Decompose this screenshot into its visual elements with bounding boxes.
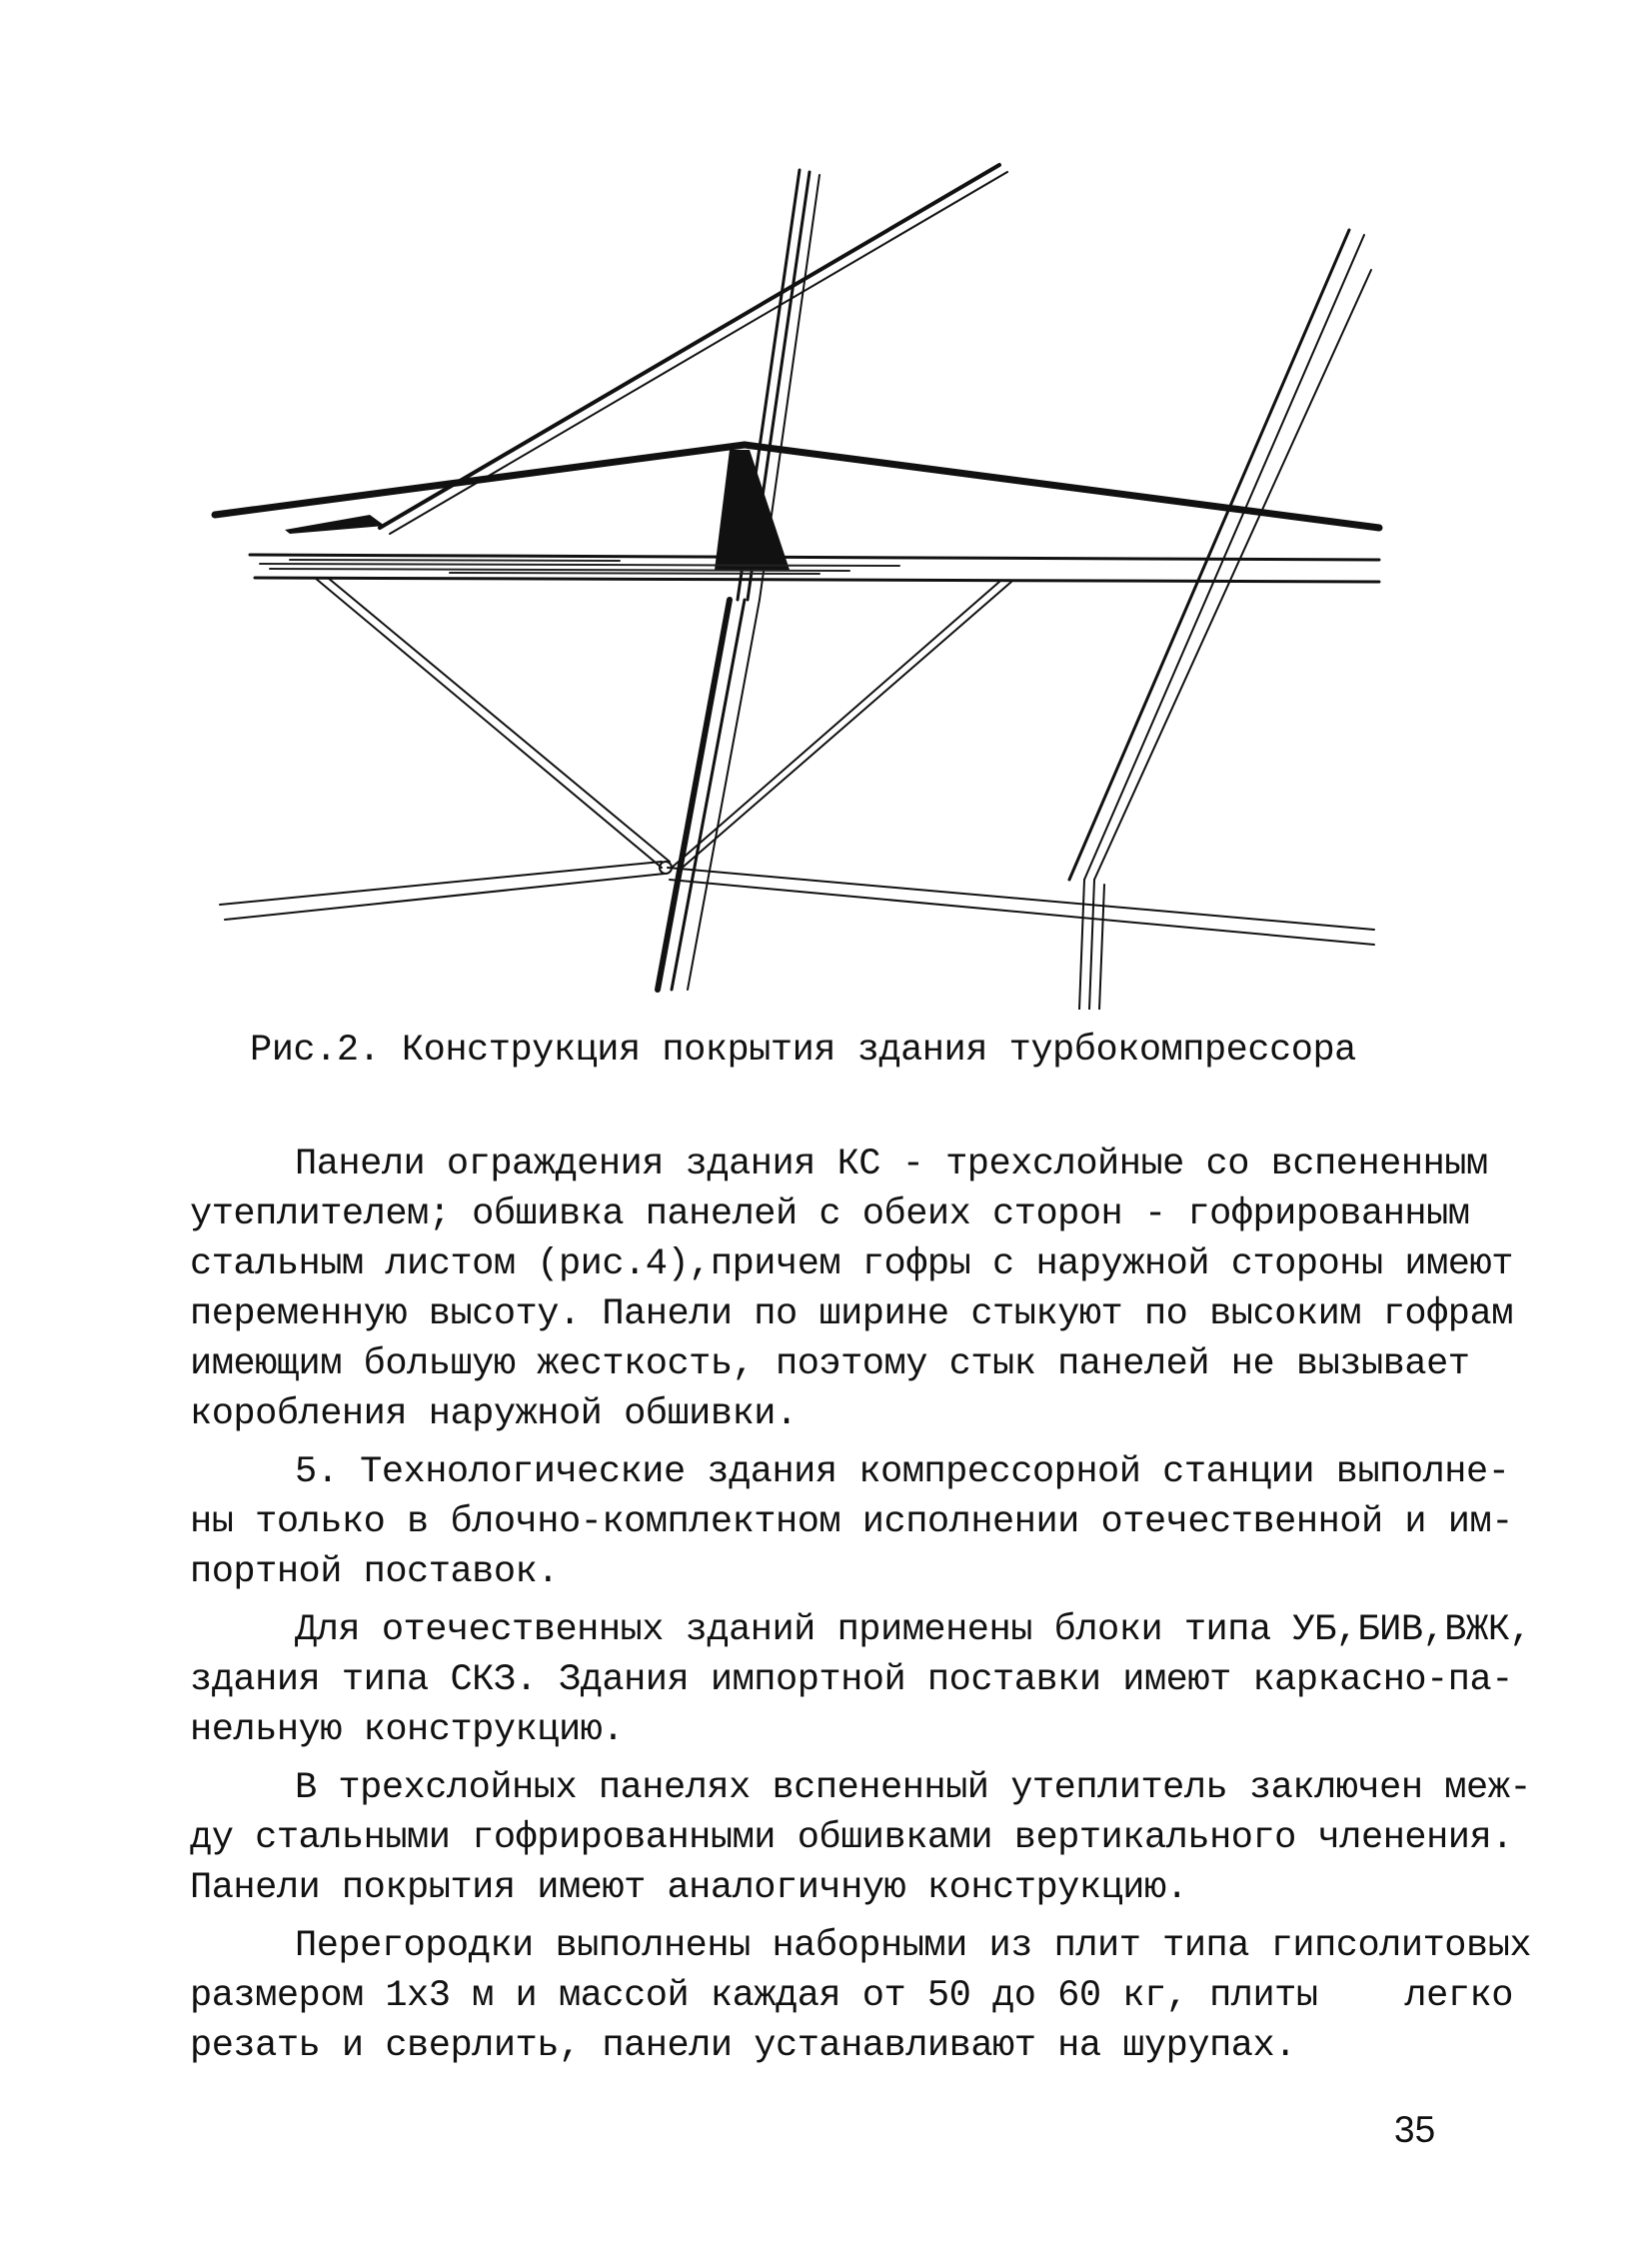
text-line: Панели ограждения здания КС - трехслойные со вспененным	[295, 1143, 1488, 1185]
paragraph	[190, 1447, 1513, 1597]
page-number: 35	[1394, 2109, 1436, 2150]
text-line: стальным листом (рис.4),причем гофры с наружной стороны имеют	[190, 1243, 1513, 1285]
text-line: утеплителем; обшивка панелей с обеих сторон - гофрированным	[190, 1193, 1470, 1235]
text-line: В трехслойных панелях вспененный утеплитель заключен меж-	[295, 1767, 1532, 1809]
figure-caption: Рис.2. Конструкция покрытия здания турбокомпрессора	[250, 1030, 1356, 1072]
text-line: ны только в блочно-комплектном исполнении отечественной и им-	[190, 1501, 1513, 1543]
paragraph	[190, 1605, 1532, 1755]
body-text	[190, 1139, 1532, 2079]
paragraph	[190, 1139, 1513, 1439]
text-line: имеющим большую жесткость, поэтому стык панелей не вызывает	[190, 1343, 1470, 1385]
text-line: портной поставок.	[190, 1551, 559, 1593]
text-line: ду стальными гофрированными обшивками вертикального членения.	[190, 1817, 1513, 1859]
truss-drawing	[200, 150, 1399, 1010]
text-line: переменную высоту. Панели по ширине стыкуют по высоким гофрам	[190, 1293, 1513, 1335]
text-line: 5. Технологические здания компрессорной станции выполне-	[295, 1451, 1510, 1493]
paragraph	[190, 1763, 1532, 1913]
text-line: Перегородки выполнены наборными из плит типа гипсолитовых	[295, 1925, 1532, 1967]
paragraph	[190, 1921, 1532, 2071]
text-line: резать и сверлить, панели устанавливают на шурупах.	[190, 2025, 1296, 2067]
text-line: здания типа СКЗ. Здания импортной поставки имеют каркасно-па-	[190, 1659, 1513, 1701]
text-line: коробления наружной обшивки.	[190, 1393, 798, 1435]
text-line: нельную конструкцию.	[190, 1709, 625, 1751]
text-line: размером 1х3 м и массой каждая от 50 до 60 кг, плиты легко	[190, 1975, 1513, 2017]
text-line: Панели покрытия имеют аналогичную конструкцию.	[190, 1867, 1188, 1909]
text-line: Для отечественных зданий применены блоки типа УБ,БИВ,ВЖК,	[295, 1609, 1532, 1651]
roof-structure-figure	[200, 150, 1399, 1010]
